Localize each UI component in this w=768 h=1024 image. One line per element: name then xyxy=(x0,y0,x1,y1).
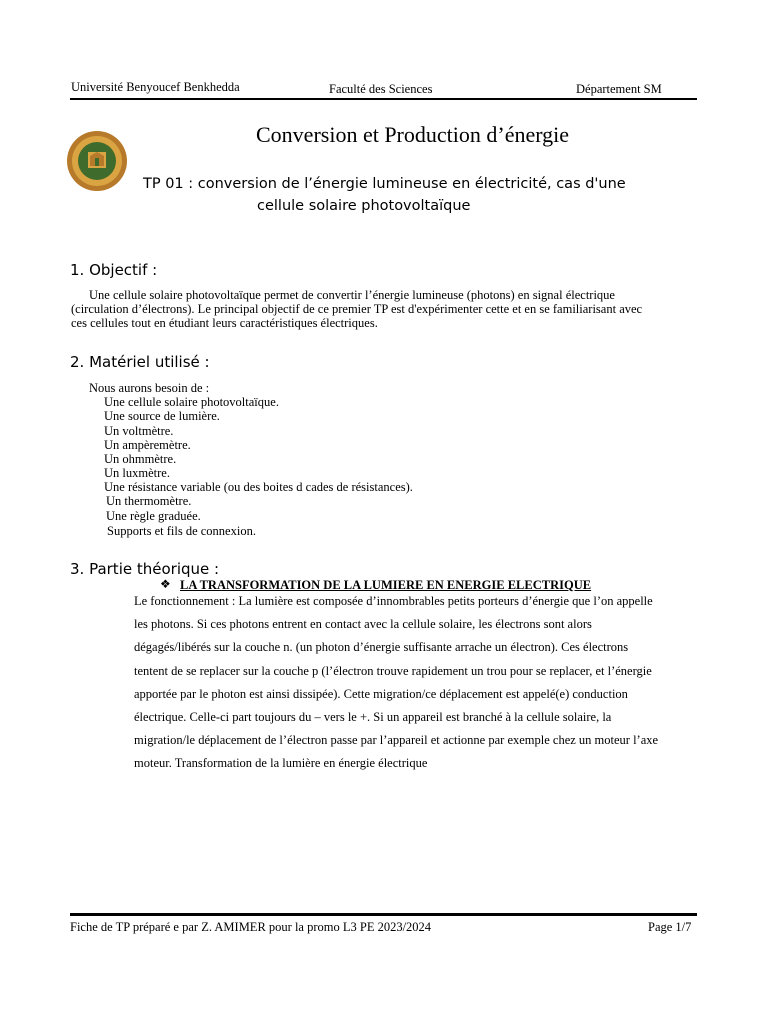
objectif-line-2: (circulation d’électrons). Le principal objectif de ce premier TP est d'expérimenter cette et en se familiarisant avec xyxy=(71,302,643,316)
footer-credit: Fiche de TP préparé e par Z. AMIMER pour la promo L3 PE 2023/2024 xyxy=(70,920,432,934)
header-university: Université Benyoucef Benkhedda xyxy=(71,80,240,94)
theory-line: moteur. Transformation de la lumière en énergie électrique xyxy=(134,756,428,771)
footer-rule xyxy=(70,913,697,916)
list-item: Une source de lumière. xyxy=(104,409,220,423)
theory-line: tentent de se replacer sur la couche p (l’électron trouve rapidement un trou pour se replacer, et l’énergie xyxy=(134,663,652,678)
theory-line: apportée par le photon est ainsi dissipée). Cette migration/ce déplacement est appelé(e) conduction xyxy=(134,686,628,701)
list-item: Une résistance variable (ou des boites d cades de résistances). xyxy=(104,480,413,494)
list-item: Un ampèremètre. xyxy=(104,438,191,452)
university-seal-icon xyxy=(66,130,128,192)
page-number: Page 1/7 xyxy=(648,920,692,934)
materiel-intro: Nous aurons besoin de : xyxy=(89,381,210,395)
list-item: Une règle graduée. xyxy=(106,509,201,523)
theory-paragraph xyxy=(134,590,704,776)
theory-line: électrique. Celle-ci part toujours du – vers le +. Si un appareil est branché à la cellule solaire, la xyxy=(134,710,612,725)
list-item: Une cellule solaire photovoltaïque. xyxy=(104,395,279,409)
document-title: Conversion et Production d’énergie xyxy=(256,122,570,147)
list-item: Un ohmmètre. xyxy=(104,452,177,466)
section-heading-objectif: 1. Objectif : xyxy=(70,261,158,279)
subtitle-line-1: TP 01 : conversion de l’énergie lumineuse en électricité, cas d'une xyxy=(143,176,626,192)
objectif-line-3: ces cellules tout en étudiant leurs caractéristiques électriques. xyxy=(71,316,378,330)
theory-line: les photons. Si ces photons entrent en contact avec la cellule solaire, les électrons sont alors xyxy=(134,617,592,632)
header-rule xyxy=(70,98,697,100)
section-heading-theorie: 3. Partie théorique : xyxy=(70,560,220,578)
header-department: Département SM xyxy=(576,82,662,96)
theory-line: migration/le déplacement de l’électron passe par l’appareil et actionne par exemple chez un moteur l’axe xyxy=(134,733,659,748)
bullet-heading: LA TRANSFORMATION DE LA LUMIERE EN ENERGIE ELECTRIQUE xyxy=(180,578,592,592)
diamond-bullet-icon: ❖ xyxy=(160,577,171,591)
header-faculty: Faculté des Sciences xyxy=(329,82,433,96)
list-item: Un luxmètre. xyxy=(104,466,170,480)
section-heading-materiel: 2. Matériel utilisé : xyxy=(70,353,210,371)
list-item: Un thermomètre. xyxy=(106,494,192,508)
list-item: Un voltmètre. xyxy=(104,424,174,438)
theory-line: dégagés/libérés sur la couche n. (un photon d’énergie suffisante arrache un électron). Ces électrons xyxy=(134,640,629,655)
subtitle-line-2: cellule solaire photovoltaïque xyxy=(257,198,471,214)
list-item: Supports et fils de connexion. xyxy=(107,524,256,538)
objectif-line-1: Une cellule solaire photovoltaïque permet de convertir l’énergie lumineuse (photons) en signal électrique xyxy=(89,288,615,302)
theory-line: Le fonctionnement : La lumière est composée d’innombrables petits porteurs d’énergie que l’on appelle xyxy=(134,594,653,608)
